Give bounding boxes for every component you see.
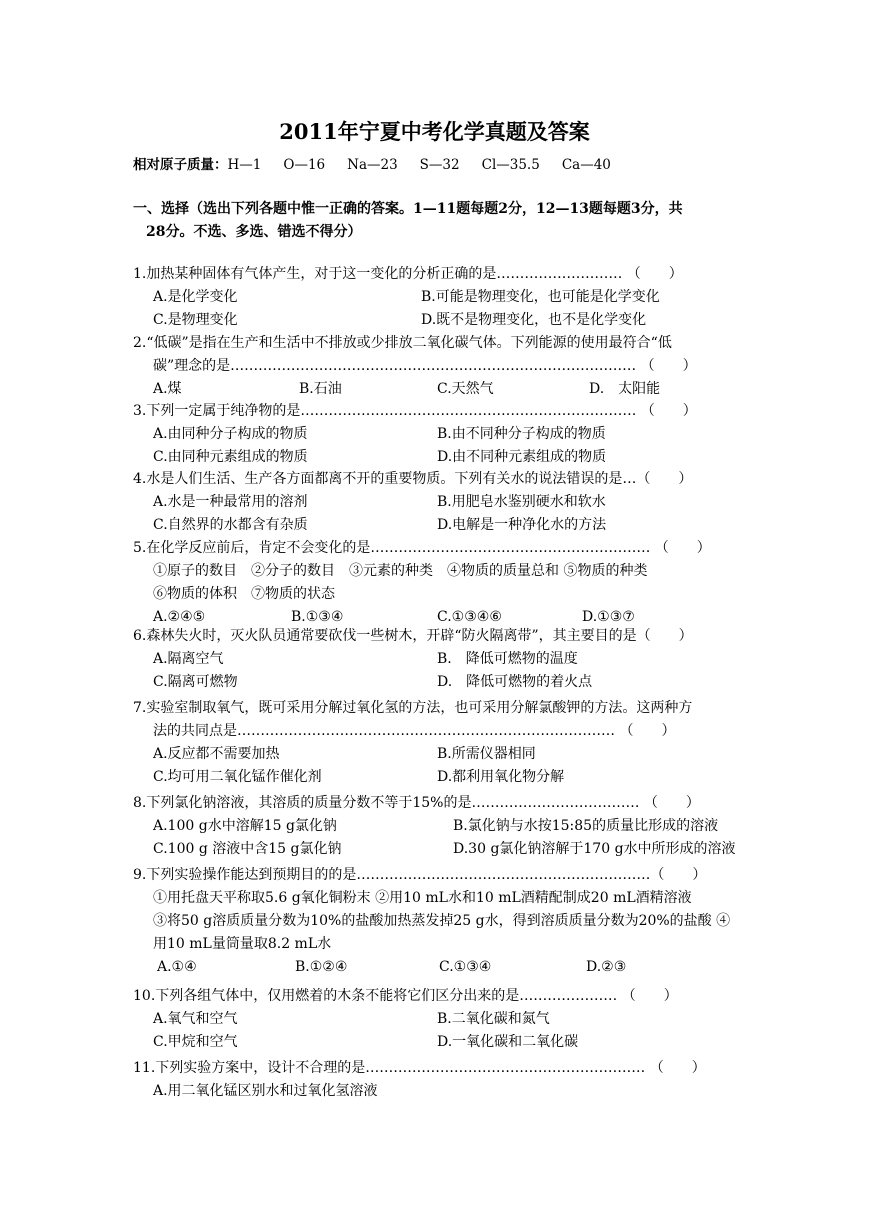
option-a: A.用二氧化锰区别水和过氧化氢溶液 — [153, 1083, 378, 1099]
option-a: A.水是一种最常用的溶剂 — [153, 494, 308, 510]
mass-item: H—1 — [227, 157, 262, 173]
option-b: B.二氧化碳和氮气 — [437, 1011, 550, 1027]
option-d: D.都利用氧化物分解 — [437, 769, 565, 785]
question-2 — [133, 332, 745, 401]
option-a: A.①④ — [157, 959, 197, 975]
option-d: D. 太阳能 — [589, 381, 661, 397]
question-statements: ③将50 g溶质质量分数为10%的盐酸加热蒸发掉25 g水，得到溶质质量分数为20%的盐酸 ④ — [153, 913, 731, 929]
option-a: A.隔离空气 — [153, 651, 224, 667]
option-a: A.由同种分子构成的物质 — [153, 426, 308, 442]
question-5 — [133, 537, 745, 629]
option-b: B.可能是物理变化，也可能是化学变化 — [421, 289, 660, 305]
option-c: C.自然界的水都含有杂质 — [153, 517, 308, 533]
question-11 — [133, 1057, 745, 1103]
option-a: A.氧气和空气 — [153, 1011, 238, 1027]
question-statements: ①原子的数目 ②分子的数目 ③元素的种类 ④物质的质量总和 ⑤物质的种类 — [153, 563, 648, 579]
option-d: D.②③ — [586, 959, 627, 975]
option-b: B.①②④ — [295, 959, 348, 975]
question-10 — [133, 985, 745, 1054]
mass-item: Ca—40 — [561, 157, 611, 173]
question-stem: 1.加热某种固体有气体产生，对于这一变化的分析正确的是……………………… （ ） — [133, 266, 683, 282]
page-title: 2011年宁夏中考化学真题及答案 — [279, 119, 590, 144]
option-c: C.①③④⑥ — [437, 609, 502, 625]
question-stem: 3.下列一定属于纯净物的是……………………………………………………………… （ ） — [133, 403, 697, 419]
option-a: A.反应都不需要加热 — [153, 746, 280, 762]
question-stem: 2.“低碳”是指在生产和生活中不排放或少排放二氧化碳气体。下列能源的使用最符合“低 — [133, 335, 672, 351]
question-6 — [133, 625, 745, 694]
question-statements: ⑥物质的体积 ⑦物质的状态 — [153, 586, 335, 602]
atomic-masses — [133, 153, 611, 173]
option-a: A.②④⑤ — [153, 609, 206, 625]
option-d: D. 降低可燃物的着火点 — [437, 674, 593, 690]
option-d: D.由不同种元素组成的物质 — [437, 449, 607, 465]
section-heading-line: 一、选择（选出下列各题中惟一正确的答案。1—11题每题2分，12—13题每题3分，共 — [133, 201, 683, 217]
option-d: D.①③⑦ — [582, 609, 635, 625]
option-c: C.是物理变化 — [153, 312, 238, 328]
question-3 — [133, 400, 745, 469]
question-stem: 5.在化学反应前后，肯定不会变化的是…………………………………………………… （ ） — [133, 540, 711, 556]
question-statements: ①用托盘天平称取5.6 g氧化铜粉末 ②用10 mL水和10 mL酒精配制成20 mL酒精溶液 — [153, 890, 692, 906]
option-a: A.是化学变化 — [153, 289, 238, 305]
option-b: B.石油 — [299, 381, 342, 397]
option-c: C.100 g 溶液中含15 g氯化钠 — [153, 841, 342, 857]
question-stem-continued: 法的共同点是……………………………………………………………………… （ ） — [153, 723, 676, 739]
question-stem: 11.下列实验方案中，设计不合理的是…………………………………………………… （ ） — [133, 1060, 706, 1076]
option-d: D.30 g氯化钠溶解于170 g水中所形成的溶液 — [453, 841, 736, 857]
question-stem: 10.下列各组气体中，仅用燃着的木条不能将它们区分出来的是………………… （ ） — [133, 988, 678, 1004]
question-1 — [133, 263, 745, 332]
section-heading-line: 28分。不选、多选、错选不得分） — [146, 224, 362, 240]
option-b: B. 降低可燃物的温度 — [437, 651, 578, 667]
option-c: C.均可用二氧化锰作催化剂 — [153, 769, 322, 785]
option-b: B.由不同种分子构成的物质 — [437, 426, 606, 442]
mass-item: O—16 — [283, 157, 326, 173]
option-a: A.煤 — [153, 381, 182, 397]
atomic-masses-label: 相对原子质量： — [133, 157, 228, 173]
option-c: C.由同种元素组成的物质 — [153, 449, 308, 465]
option-b: B.用肥皂水鉴别硬水和软水 — [437, 494, 606, 510]
option-a: A.100 g水中溶解15 g氯化钠 — [153, 818, 337, 834]
section-heading — [133, 198, 743, 244]
option-c: C.甲烷和空气 — [153, 1034, 238, 1050]
option-d: D.既不是物理变化，也不是化学变化 — [421, 312, 647, 328]
mass-item: Na—23 — [347, 157, 398, 173]
question-stem: 8.下列氯化钠溶液，其溶质的质量分数不等于15%的是……………………………… （ ） — [133, 795, 700, 811]
question-stem-continued: 碳”理念的是…………………………………………………………………………… （ ） — [153, 358, 697, 374]
option-b: B.所需仪器相同 — [437, 746, 536, 762]
question-8 — [133, 792, 745, 861]
question-9 — [133, 864, 745, 979]
option-b: B.氯化钠与水按15:85的质量比形成的溶液 — [453, 818, 719, 834]
question-stem: 4.水是人们生活、生产各方面都离不开的重要物质。下列有关水的说法错误的是…（ ） — [133, 471, 693, 487]
question-4 — [133, 468, 745, 537]
mass-item: S—32 — [419, 157, 460, 173]
mass-item: Cl—35.5 — [481, 157, 540, 173]
option-d: D.一氧化碳和二氧化碳 — [437, 1034, 579, 1050]
option-c: C.①③④ — [439, 959, 492, 975]
question-stem: 9.下列实验操作能达到预期目的的是………………………………………………………（ ） — [133, 867, 707, 883]
question-stem: 7.实验室制取氧气，既可采用分解过氧化氢的方法，也可采用分解氯酸钾的方法。这两种方 — [133, 700, 693, 716]
option-d: D.电解是一种净化水的方法 — [437, 517, 607, 533]
question-statements: 用10 mL量筒量取8.2 mL水 — [153, 936, 332, 952]
question-stem: 6.森林失火时，灭火队员通常要砍伐一些树木，开辟“防火隔离带”，其主要目的是（ ） — [133, 628, 693, 644]
option-c: C.天然气 — [437, 381, 494, 397]
option-b: B.①③④ — [291, 609, 344, 625]
option-c: C.隔离可燃物 — [153, 674, 238, 690]
question-7 — [133, 697, 745, 789]
